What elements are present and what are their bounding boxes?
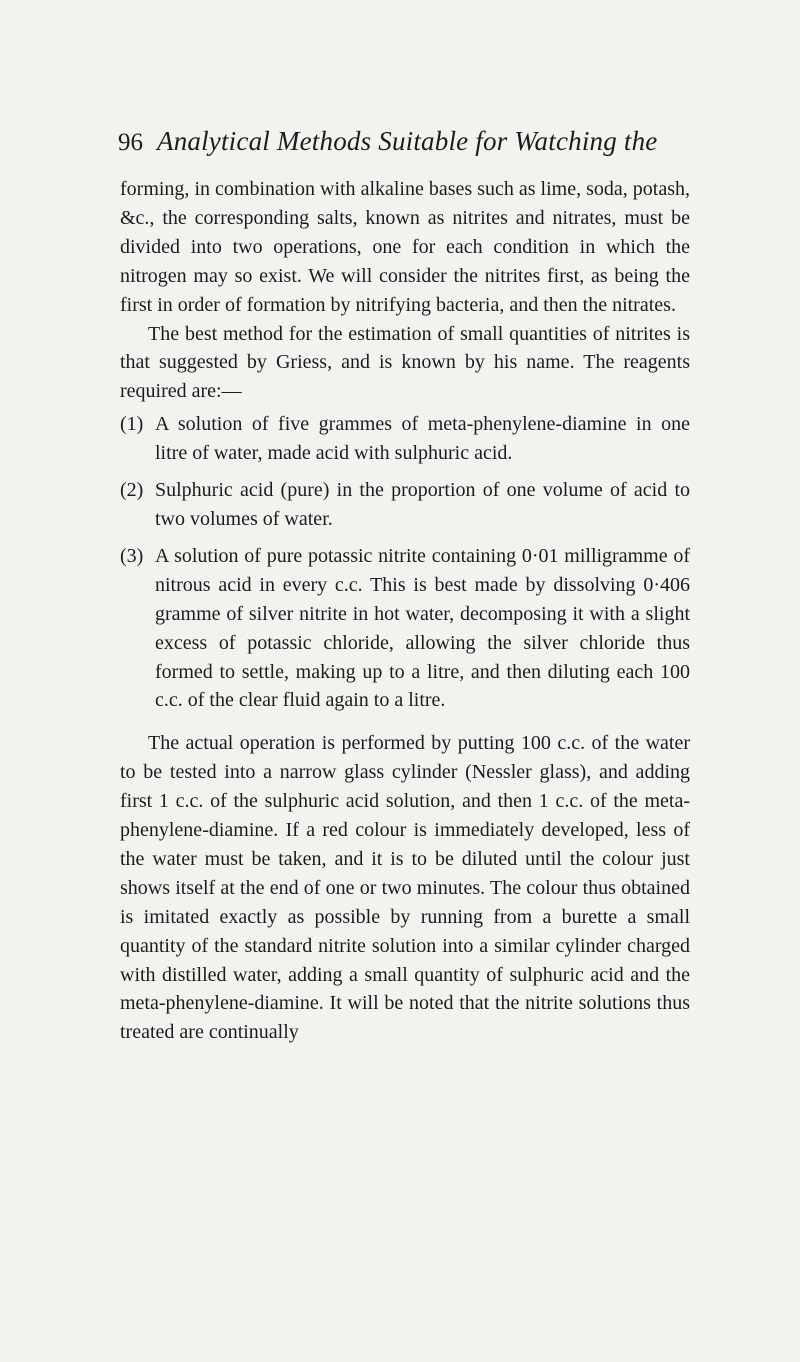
reagent-item: [120, 542, 690, 715]
reagent-text: A solution of pure potassic nitrite containing 0·01 milligramme of nitrous acid in every c.c. This is best made by dissolving 0·406 gramme of silver nitrite in hot water, decomposing it with a slight excess of potassic chloride, allowing the silver chloride thus formed to settle, making up to a litre, and then diluting each 100 c.c. of the clear fluid again to a litre.: [155, 544, 690, 712]
reagent-text: A solution of five grammes of meta-phenylene-diamine in one litre of water, made acid with sulphuric acid.: [155, 413, 690, 465]
reagent-number: (3): [120, 544, 144, 567]
paragraph-griess-method: The best method for the estimation of small quantities of nitrites is that suggested by Griess, and is known by his name. The reagents required are:—: [120, 322, 690, 403]
page-body: [120, 175, 690, 1047]
page-number: 96: [118, 129, 143, 156]
page-header: [118, 126, 758, 166]
reagent-item: [120, 410, 690, 468]
running-title: Analytical Methods Suitable for Watching the: [157, 126, 658, 156]
reagent-list: [120, 410, 690, 715]
reagent-number: (1): [120, 413, 144, 436]
paragraph-continuation: forming, in combination with alkaline bases such as lime, soda, potash, &c., the corresponding salts, known as nitrites and nitrates, must be divided into two operations, one for each condition in which the nitrogen may so exist. We will consider the nitrites first, as being the first in order of formation by nitrifying bacteria, and then the nitrates.: [120, 178, 690, 316]
reagent-number: (2): [120, 479, 144, 502]
paragraph-operation: The actual operation is performed by putting 100 c.c. of the water to be tested into a narrow glass cylinder (Nessler glass), and adding first 1 c.c. of the sulphuric acid solution, and then 1 c.c. of the meta-phenylene-diamine. If a red colour is immediately developed, less of the water must be taken, and it is to be diluted until the colour just shows itself at the end of one or two minutes. The colour thus obtained is imitated exactly as possible by running from a burette a small quantity of the standard nitrite solution into a similar cylinder charged with distilled water, adding a small quantity of sulphuric acid and the meta-phenylene-diamine. It will be noted that the nitrite solutions thus treated are continually: [120, 732, 690, 1044]
reagent-text: Sulphuric acid (pure) in the proportion of one volume of acid to two volumes of water.: [155, 479, 690, 530]
reagent-item: [120, 476, 690, 534]
